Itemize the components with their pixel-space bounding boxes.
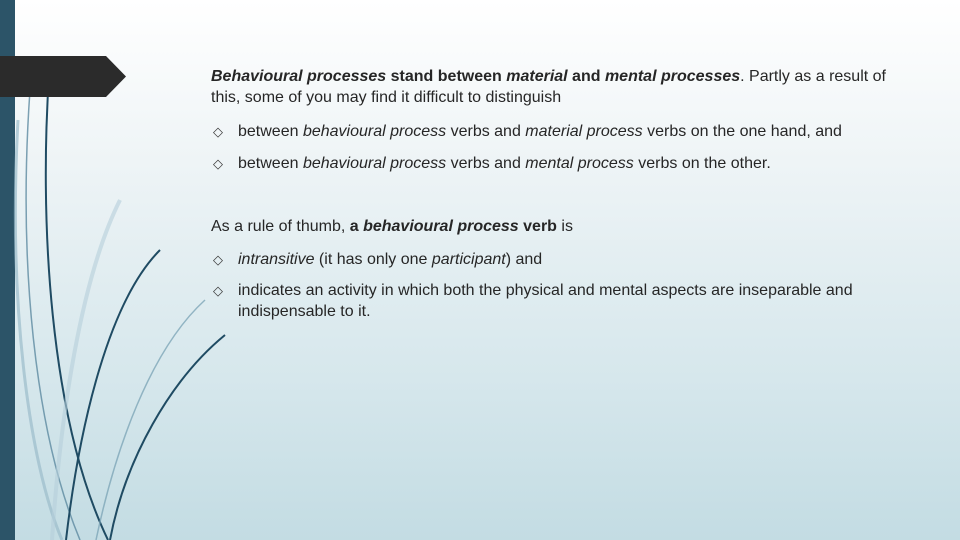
title-arrow-banner — [0, 56, 126, 97]
diamond-outline-icon: ◇ — [213, 156, 223, 171]
term-material: material — [506, 68, 568, 85]
term-mental-processes: mental processes — [604, 68, 741, 85]
slide-body — [211, 66, 911, 322]
bullet-item: ◇ intransitive (it has only one participant) and — [213, 251, 543, 268]
diamond-outline-icon: ◇ — [213, 252, 223, 267]
bullet-item: ◇ indicates an activity in which both the physical and mental aspects are inseparable and indispensable to it. — [213, 282, 853, 320]
bullet-item: ◇ between behavioural process verbs and material process verbs on the one hand, and — [213, 123, 842, 140]
bullet-item: ◇ between behavioural process verbs and mental process verbs on the other. — [213, 155, 771, 172]
diamond-outline-icon: ◇ — [213, 283, 223, 298]
diamond-outline-icon: ◇ — [213, 124, 223, 139]
intro-paragraph: Behavioural processes stand between material and mental processes. Partly as a result of this, some of you may find it difficult to distinguish — [211, 68, 886, 106]
rule-paragraph: As a rule of thumb, a behavioural process verb is — [211, 218, 573, 235]
term-behavioural-processes: Behavioural processes — [211, 68, 387, 85]
